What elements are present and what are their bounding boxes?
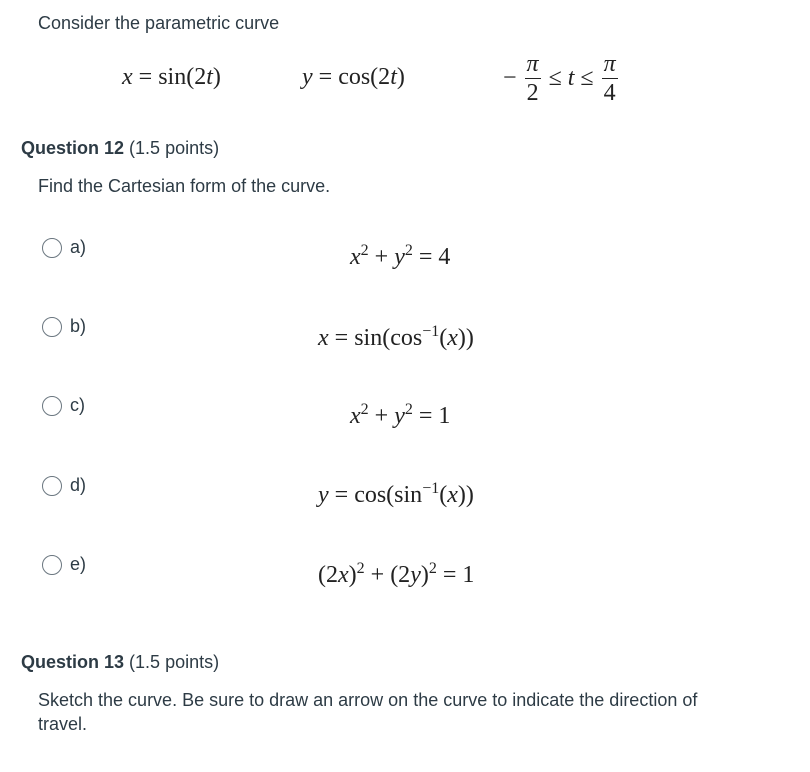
parameter-range: − $\frac{\pi}{2}$ ≤ t ≤ $\frac{\pi}{4}$: [503, 51, 616, 106]
option-d-radio[interactable]: [42, 476, 62, 496]
question-13-header: [21, 652, 219, 673]
option-b-label: b): [70, 316, 87, 336]
option-a[interactable]: [42, 237, 86, 258]
option-d[interactable]: [42, 475, 86, 496]
option-e-answer: $(2x)^2 + (2y)^2 = 1$: [318, 560, 475, 588]
option-b-radio[interactable]: [42, 317, 62, 337]
question-12-points: (1.5 points): [129, 138, 220, 158]
option-a-answer: $x^2 + y^2 = 4$: [350, 242, 451, 270]
option-c[interactable]: [42, 395, 85, 416]
question-13-title: Question 13: [21, 652, 125, 672]
option-e-radio[interactable]: [42, 555, 62, 575]
question-12-header: [21, 138, 219, 159]
equation-x: x = sin(2t): [122, 64, 221, 90]
intro-text: Consider the parametric curve: [38, 13, 280, 33]
question-12-prompt: Find the Cartesian form of the curve.: [38, 176, 331, 196]
option-e[interactable]: [42, 554, 86, 575]
option-b-answer: $x = \sin(\cos^{-1}(x))$: [318, 323, 474, 351]
option-c-radio[interactable]: [42, 396, 62, 416]
option-b[interactable]: [42, 316, 86, 337]
question-12-title: Question 12: [21, 138, 125, 158]
option-d-answer: $y = \cos(\sin^{-1}(x))$: [318, 480, 474, 508]
question-13-points: (1.5 points): [129, 652, 220, 672]
option-a-radio[interactable]: [42, 238, 62, 258]
option-c-label: c): [70, 395, 85, 415]
question-13-prompt: Sketch the curve. Be sure to draw an arrow on the curve to indicate the direction of travel.: [38, 690, 698, 734]
option-d-label: d): [70, 475, 87, 495]
option-e-label: e): [70, 554, 87, 574]
equation-y: y = cos(2t): [302, 64, 405, 90]
option-c-answer: $x^2 + y^2 = 1$: [350, 401, 451, 429]
option-a-label: a): [70, 237, 87, 257]
